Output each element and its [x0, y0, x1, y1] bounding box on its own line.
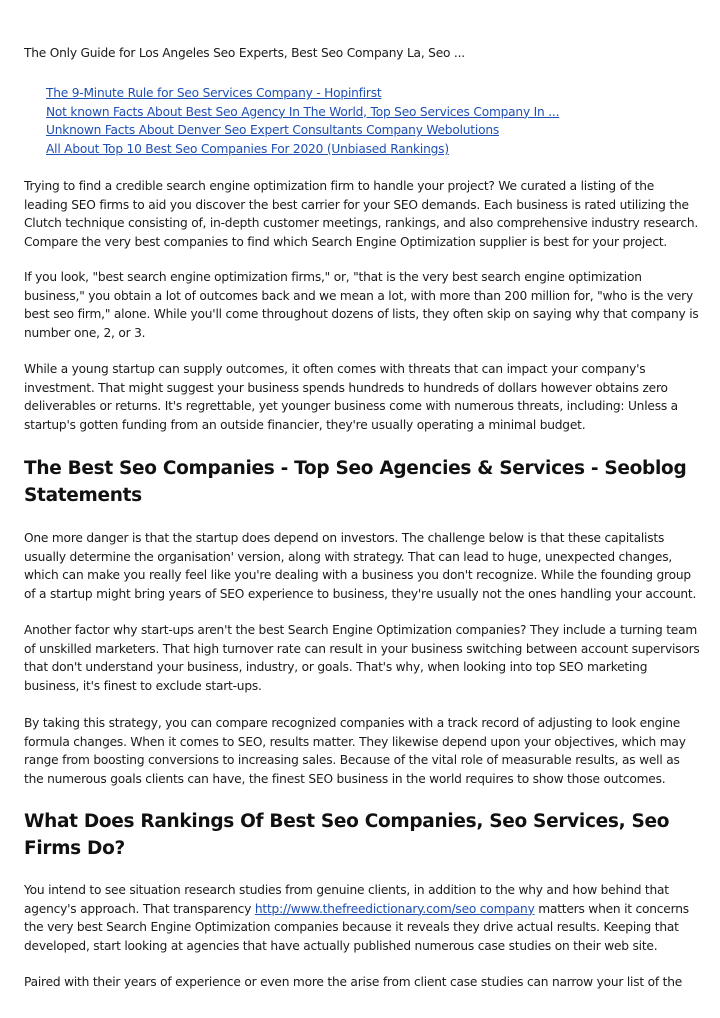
- body-paragraph: Trying to find a credible search engine optimization firm to handle your project? We curated a listing of the leading SEO firms to aid you discover the best carrier for your SEO demands. Each business is rated utilizing the Clutch technique consisting of, in-depth customer meetings, rankings, and also comprehensive industry research. Compare the very best companies to find which Search Engine Optimization supplier is best for your project.: [24, 179, 699, 249]
- body-paragraph: One more danger is that the startup does depend on investors. The challenge below is that these capitalists usually determine the organisation' version, along with strategy. That can lead to huge, unexpected changes, which can make you really feel like you're dealing with a business you don't recognize. While the founding group of a startup might bring years of SEO experience to business, they're usually not the ones handling your account.: [24, 531, 697, 601]
- document-title: The Only Guide for Los Angeles Seo Experts, Best Seo Company La, Seo ...: [24, 46, 465, 60]
- inline-link[interactable]: http://www.thefreedictionary.com/seo company: [254, 901, 535, 916]
- body-paragraph-with-link: [24, 881, 700, 955]
- toc-item: [46, 103, 559, 122]
- body-paragraph: Another factor why start-ups aren't the best Search Engine Optimization companies? They include a turning team of unskilled marketers. That high turnover rate can result in your business switching between account supervisors that don't understand your business, industry, or goals. That's why, when looking into top SEO marketing business, it's finest to exclude start-ups.: [24, 623, 700, 693]
- body-paragraph: Paired with their years of experience or even more the arise from client case studies can narrow your list of the: [24, 975, 683, 989]
- toc-link[interactable]: Not known Facts About Best Seo Agency In The World, Top Seo Services Company In ...: [46, 104, 560, 119]
- paragraph-text-before-link: You intend to see situation research studies from genuine clients, in addition to the why and how behind that agency's approach. That transparency: [24, 883, 669, 916]
- body-paragraph: While a young startup can supply outcomes, it often comes with threats that can impact your company's investment. That might suggest your business spends hundreds to hundreds of dollars however obtains zero deliverables or returns. It's regrettable, yet younger business come with numerous threats, including: Unless a startup's gotten funding from an outside financier, they're usually operating a minimal budget.: [24, 362, 678, 432]
- toc-item: [46, 84, 559, 103]
- toc-item: [46, 140, 559, 159]
- section-heading: What Does Rankings Of Best Seo Companies, Seo Services, Seo Firms Do?: [24, 811, 670, 859]
- toc-link[interactable]: All About Top 10 Best Seo Companies For 2020 (Unbiased Rankings): [46, 141, 449, 156]
- paragraph-text-after-link: matters when it concerns the very best Search Engine Optimization companies because it reveals they drive actual results. Keeping that developed, start looking at agencies that have actually published numerous case studies on their web site.: [24, 901, 689, 953]
- toc-link[interactable]: Unknown Facts About Denver Seo Expert Consultants Company Webolutions: [46, 123, 500, 138]
- toc-item: [46, 121, 559, 140]
- body-paragraph: If you look, "best search engine optimization firms," or, "that is the very best search engine optimization business," you obtain a lot of outcomes back and we mean a lot, with more than 200 million for, "who is the very best seo firm," alone. While you'll come throughout dozens of lists, they often skip on saying why that company is number one, 2, or 3.: [24, 270, 699, 340]
- table-of-contents: [46, 84, 559, 158]
- toc-link[interactable]: The 9-Minute Rule for Seo Services Company - Hopinfirst: [46, 86, 382, 100]
- body-paragraph: By taking this strategy, you can compare recognized companies with a track record of adjusting to look engine formula changes. When it comes to SEO, results matter. They likewise depend upon your objectives, which may range from boosting conversions to increasing sales. Because of the vital role of measurable results, as well as the numerous goals clients can have, the finest SEO business in the world requires to show those outcomes.: [24, 716, 686, 786]
- section-heading: The Best Seo Companies - Top Seo Agencies & Services - Seoblog Statements: [24, 458, 687, 506]
